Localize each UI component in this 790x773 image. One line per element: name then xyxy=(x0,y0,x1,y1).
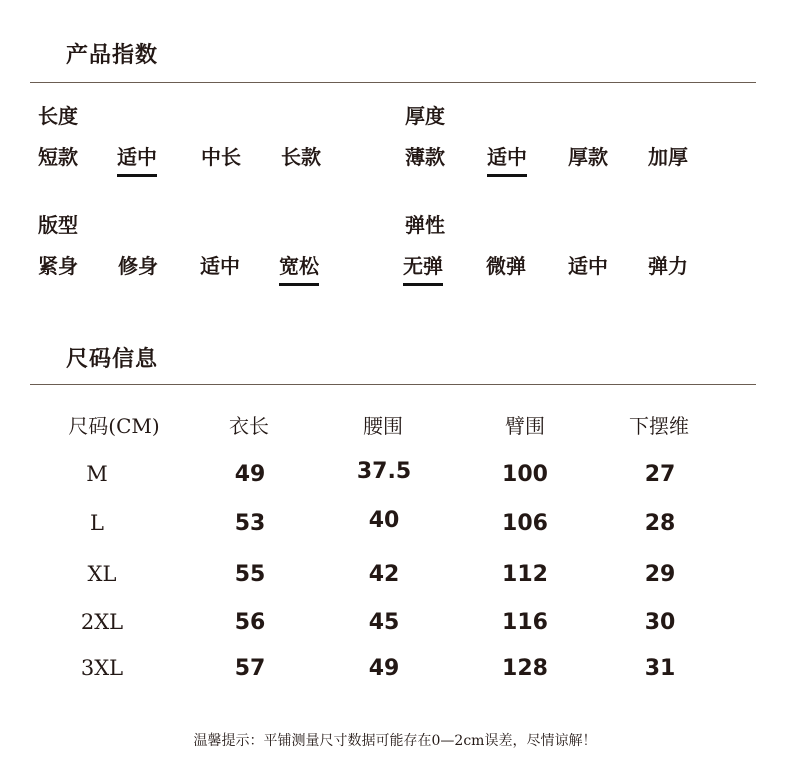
attr-fit-label: 版型 xyxy=(38,213,78,237)
size-info-title: 尺码信息 xyxy=(66,347,159,372)
length-option-medium-selected: 适中 xyxy=(117,141,157,170)
elasticity-option-slight: 微弹 xyxy=(486,254,526,278)
elasticity-option-stretch: 弹力 xyxy=(648,254,688,278)
table-row-size: XL xyxy=(87,562,117,586)
attr-length-label: 长度 xyxy=(38,104,78,128)
table-row-hem: 29 xyxy=(644,562,676,587)
thickness-option-thick: 厚款 xyxy=(568,145,608,169)
table-row-waist: 37.5 xyxy=(356,459,412,484)
header-waist: 腰围 xyxy=(363,414,403,438)
table-row-size: 3XL xyxy=(80,656,124,680)
length-option-mid-long: 中长 xyxy=(201,145,241,169)
header-hem: 下摆维 xyxy=(629,414,689,438)
table-row-arm: 106 xyxy=(502,511,548,536)
table-row-length: 53 xyxy=(234,511,266,536)
table-row-hem: 30 xyxy=(644,610,676,635)
attr-thickness-label: 厚度 xyxy=(405,104,445,128)
table-row-size: M xyxy=(86,462,108,486)
header-length: 衣长 xyxy=(229,414,269,438)
length-option-long: 长款 xyxy=(281,145,321,169)
table-row-waist: 42 xyxy=(368,562,400,587)
elasticity-option-none-selected: 无弹 xyxy=(403,250,443,279)
table-row-length: 57 xyxy=(234,656,266,681)
table-row-hem: 27 xyxy=(644,462,676,487)
table-row-size: 2XL xyxy=(80,610,124,634)
header-arm: 臂围 xyxy=(505,414,545,438)
table-row-waist: 45 xyxy=(368,610,400,635)
elasticity-option-medium: 适中 xyxy=(568,254,608,278)
table-row-arm: 116 xyxy=(502,610,548,635)
table-row-hem: 31 xyxy=(644,656,676,681)
table-row-waist: 49 xyxy=(368,656,400,681)
table-row-arm: 128 xyxy=(502,656,548,681)
fit-option-slim: 修身 xyxy=(118,254,158,278)
fit-option-loose-selected: 宽松 xyxy=(279,250,319,279)
table-row-waist: 40 xyxy=(368,508,400,533)
table-row-arm: 112 xyxy=(502,562,548,587)
table-row-length: 49 xyxy=(234,462,266,487)
table-row-length: 55 xyxy=(234,562,266,587)
table-row-arm: 100 xyxy=(502,462,548,487)
product-index-divider xyxy=(30,82,756,83)
fit-option-tight: 紧身 xyxy=(38,254,78,278)
fit-option-regular: 适中 xyxy=(200,254,240,278)
thickness-option-thin: 薄款 xyxy=(405,145,445,169)
product-index-title: 产品指数 xyxy=(66,43,159,68)
size-info-divider xyxy=(30,384,756,385)
header-size: 尺码(CM) xyxy=(68,414,160,438)
thickness-option-extra-thick: 加厚 xyxy=(648,145,688,169)
thickness-option-medium-selected: 适中 xyxy=(487,141,527,170)
table-row-length: 56 xyxy=(234,610,266,635)
footer-note: 温馨提示：平铺测量尺寸数据可能存在0—2cm误差，尽情谅解！ xyxy=(193,733,597,749)
table-row-hem: 28 xyxy=(644,511,676,536)
length-option-short: 短款 xyxy=(38,145,78,169)
attr-elasticity-label: 弹性 xyxy=(405,213,445,237)
table-row-size: L xyxy=(90,511,104,535)
